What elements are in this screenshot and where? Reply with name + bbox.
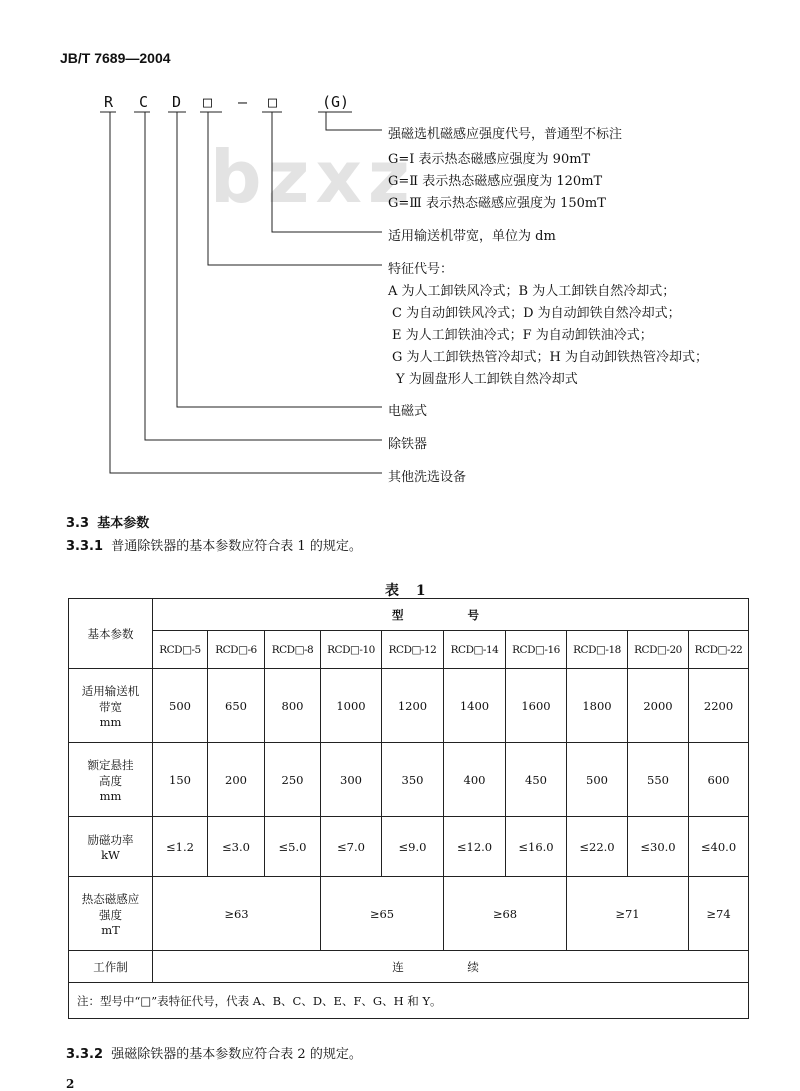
iron-remover-label: 除铁器 [388,437,428,452]
basic-parameters-table [68,598,749,1019]
row-label-line: kW [101,847,120,862]
table-cell: 500 [567,743,628,817]
model-cell: RCD□-8 [265,631,321,669]
table-cell: ≥65 [321,877,444,951]
g-level-2: G=Ⅱ 表示热态磁感应强度为 120mT [388,174,603,189]
feature-line-4: G 为人工卸铁热管冷却式；H 为自动卸铁热管冷却式； [392,350,708,365]
table-cell: ≤30.0 [628,817,689,877]
code-feature-box: □ [203,93,213,111]
table-cell: ≥68 [444,877,567,951]
subsection-number: 3.3.1 [66,539,104,554]
table-cell: ≤1.2 [153,817,208,877]
model-cell: RCD□-5 [153,631,208,669]
g-level-1: G=Ⅰ 表示热态磁感应强度为 90mT [388,152,591,167]
model-cell: RCD□-16 [506,631,567,669]
table-cell: ≤5.0 [265,817,321,877]
table-row-belt-width [69,669,749,743]
model-code-leader-lines [0,0,800,500]
model-cell: RCD□-18 [567,631,628,669]
table-cell: ≥71 [567,877,689,951]
table-cell: 400 [444,743,506,817]
table-cell: ≤16.0 [506,817,567,877]
table-cell: 650 [208,669,265,743]
table-row-excitation-power [69,817,749,877]
table-cell: 300 [321,743,382,817]
table-cell: 450 [506,743,567,817]
code-letter-c: C [139,93,149,111]
table-row-note [69,983,749,1019]
model-cell: RCD□-10 [321,631,382,669]
feature-line-1: A 为人工卸铁风冷式；B 为人工卸铁自然冷却式； [388,284,676,299]
row-label-line: mm [99,788,122,803]
model-cell: RCD□-20 [628,631,689,669]
table-cell: ≤7.0 [321,817,382,877]
other-equipment-label: 其他洗选设备 [388,470,467,485]
row-label-line: 励磁功率 [87,832,134,847]
table-cell: ≤40.0 [689,817,749,877]
subsection-number: 3.3.2 [66,1047,104,1062]
standard-code-header: JB/T 7689—2004 [60,50,171,66]
table-cell: ≤9.0 [382,817,444,877]
watermark: bzxz [210,135,416,219]
code-width-box: □ [268,93,278,111]
table-cell: 1000 [321,669,382,743]
table-cell: ≤22.0 [567,817,628,877]
subsection-text: 普通除铁器的基本参数应符合表 1 的规定。 [111,539,362,554]
g-title: 强磁选机磁感应强度代号，普通型不标注 [388,127,623,142]
table-corner: 基本参数 [69,599,153,669]
table-cell: 550 [628,743,689,817]
model-header: 型 号 [153,599,749,631]
model-cell: RCD□-6 [208,631,265,669]
feature-line-2: C 为自动卸铁风冷式；D 为自动卸铁自然冷却式； [392,306,681,321]
table-cell: 1800 [567,669,628,743]
width-description: 适用输送机带宽，单位为 dm [388,229,556,244]
row-label [69,669,153,743]
electromagnetic-label: 电磁式 [388,404,428,419]
table-note: 注：型号中“□”表特征代号，代表 A、B、C、D、E、F、G、H 和 Y。 [69,983,749,1019]
code-letter-d: D [172,93,182,111]
table-cell: ≥74 [689,877,749,951]
row-label-line: 带宽 [99,699,122,714]
table-row-hot-induction [69,877,749,951]
row-label [69,817,153,877]
table-cell: 150 [153,743,208,817]
table-cell: 1600 [506,669,567,743]
table-cell: ≤12.0 [444,817,506,877]
model-cell: RCD□-12 [382,631,444,669]
row-label-line: 强度 [99,907,122,922]
table-cell: 350 [382,743,444,817]
table-row-duty [69,951,749,983]
model-cell: RCD□-22 [689,631,749,669]
section-3-3-1 [66,535,362,554]
model-row [69,631,749,669]
duty-value: 连 续 [153,951,749,983]
table-cell: ≤3.0 [208,817,265,877]
table-cell: 500 [153,669,208,743]
section-title: 基本参数 [97,516,150,531]
table-cell: 250 [265,743,321,817]
section-3-3-2 [66,1043,362,1062]
row-label-line: 热态磁感应 [81,891,140,906]
row-label-line: 高度 [99,773,122,788]
row-label [69,743,153,817]
row-label-line: mm [99,714,122,729]
table-cell: 2000 [628,669,689,743]
code-g-suffix: (G) [322,93,350,111]
subsection-text: 强磁除铁器的基本参数应符合表 2 的规定。 [111,1047,362,1062]
feature-line-3: E 为人工卸铁油冷式；F 为自动卸铁油冷式； [392,328,653,343]
row-label-line: mT [101,922,120,937]
table-cell: 2200 [689,669,749,743]
table-caption: 表 1 [385,583,432,599]
row-label [69,877,153,951]
row-label: 工作制 [69,951,153,983]
table-cell: 200 [208,743,265,817]
table-cell: 800 [265,669,321,743]
code-letter-r: R [104,93,114,111]
page-number: 2 [66,1077,75,1091]
row-label-line: 适用输送机 [81,683,140,698]
table-cell: 600 [689,743,749,817]
code-dash: — [238,93,248,111]
table-row-suspension-height [69,743,749,817]
table-cell: 1200 [382,669,444,743]
feature-line-5: Y 为圆盘形人工卸铁自然冷却式 [396,372,578,387]
g-level-3: G=Ⅲ 表示热态磁感应强度为 150mT [388,196,606,211]
section-number: 3.3 [66,516,90,531]
row-label-line: 额定悬挂 [87,757,134,772]
model-cell: RCD□-14 [444,631,506,669]
table-cell: ≥63 [153,877,321,951]
section-3-3-heading [66,512,149,531]
feature-title: 特征代号： [388,262,454,277]
table-cell: 1400 [444,669,506,743]
